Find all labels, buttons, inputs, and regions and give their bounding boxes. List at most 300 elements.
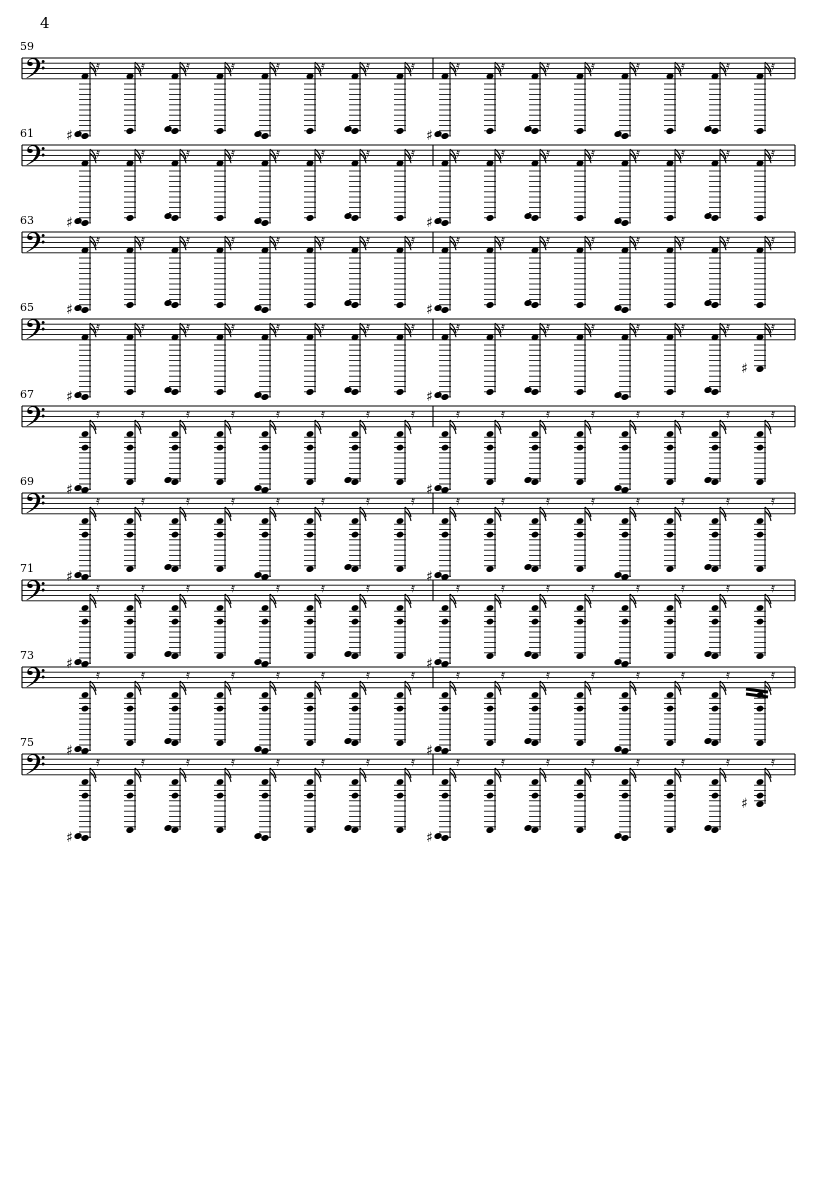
measure-number: 75: [20, 736, 34, 749]
note-head: [306, 531, 315, 539]
sixteenth-rest: 𝄿: [681, 320, 685, 335]
note-group: [484, 755, 505, 834]
sixteenth-rest: 𝄿: [186, 407, 190, 422]
sixteenth-rest: 𝄿: [231, 494, 235, 509]
note-head: [170, 127, 179, 135]
note-head: [260, 393, 269, 401]
note-head: [441, 792, 450, 800]
sixteenth-rest: 𝄿: [726, 146, 730, 161]
note-head: [261, 517, 270, 525]
sharp-accidental: ♯: [66, 656, 73, 672]
sixteenth-rest: 𝄿: [456, 233, 460, 248]
note-head: [756, 517, 765, 525]
sharp-accidental: ♯: [426, 743, 433, 759]
sharp-accidental: ♯: [426, 302, 433, 318]
note-head: [395, 301, 404, 309]
note-head: [575, 301, 584, 309]
note-group: [484, 146, 505, 222]
note-head: [253, 658, 262, 666]
sixteenth-rest: 𝄿: [546, 320, 550, 335]
sixteenth-rest: 𝄿: [276, 407, 280, 422]
sixteenth-rest: 𝄿: [321, 494, 325, 509]
staff-system: [20, 301, 795, 405]
sixteenth-rest: 𝄿: [96, 59, 100, 74]
note-group: [484, 668, 505, 747]
sixteenth-rest: 𝄿: [546, 494, 550, 509]
sixteenth-rest: 𝄿: [231, 233, 235, 248]
note-head: [343, 125, 352, 133]
note-head: [80, 834, 89, 842]
note-group: [703, 146, 730, 222]
note-group: [124, 146, 145, 222]
note-head: [396, 531, 405, 539]
note-group: [304, 59, 325, 135]
sixteenth-rest: 𝄿: [591, 668, 595, 683]
measure-number: 69: [20, 475, 34, 488]
note-head: [576, 778, 585, 786]
sixteenth-rest: 𝄿: [366, 494, 370, 509]
note-head: [306, 517, 315, 525]
note-group: [253, 59, 280, 140]
note-head: [216, 705, 225, 713]
note-head: [351, 618, 360, 626]
note-head: [260, 834, 269, 842]
note-group: [394, 59, 415, 135]
note-head: [80, 393, 89, 401]
note-head: [306, 705, 315, 713]
note-group: [163, 233, 190, 309]
note-head: [80, 132, 89, 140]
sixteenth-rest: 𝄿: [231, 668, 235, 683]
note-head: [261, 618, 270, 626]
note-head: [350, 388, 359, 396]
note-head: [171, 705, 180, 713]
note-head: [485, 127, 494, 135]
sixteenth-rest: 𝄿: [141, 320, 145, 335]
note-group: [574, 494, 595, 573]
sixteenth-rest: 𝄿: [636, 668, 640, 683]
sixteenth-rest: 𝄿: [141, 668, 145, 683]
note-head: [440, 306, 449, 314]
sixteenth-rest: 𝄿: [276, 59, 280, 74]
bass-clef: 𝄢: [24, 227, 46, 267]
note-head: [665, 388, 674, 396]
sixteenth-rest: 𝄿: [501, 233, 505, 248]
sixteenth-rest: 𝄿: [501, 59, 505, 74]
note-group: [703, 668, 730, 747]
note-head: [756, 792, 765, 800]
note-head: [396, 691, 405, 699]
note-head: [576, 531, 585, 539]
note-head: [216, 430, 225, 438]
note-group: [304, 755, 325, 834]
sixteenth-rest: 𝄿: [96, 146, 100, 161]
note-head: [126, 444, 135, 452]
note-group: [214, 59, 235, 135]
note-head: [216, 604, 225, 612]
staff-system: [20, 388, 795, 498]
note-head: [441, 604, 450, 612]
sixteenth-rest: 𝄿: [771, 320, 775, 335]
note-head: [756, 531, 765, 539]
sixteenth-rest: 𝄿: [231, 59, 235, 74]
note-group: [426, 233, 460, 318]
sixteenth-rest: 𝄿: [771, 494, 775, 509]
note-head: [260, 306, 269, 314]
note-head: [703, 125, 712, 133]
note-group: [214, 146, 235, 222]
measure-number: 67: [20, 388, 34, 401]
note-head: [621, 517, 630, 525]
note-group: [253, 146, 280, 227]
note-head: [215, 127, 224, 135]
note-head: [440, 834, 449, 842]
sixteenth-rest: 𝄿: [501, 581, 505, 596]
staff-system: [20, 649, 795, 759]
note-group: [304, 407, 325, 486]
note-group: [523, 407, 550, 486]
sixteenth-rest: 𝄿: [636, 146, 640, 161]
note-head: [756, 778, 765, 786]
note-head: [576, 618, 585, 626]
note-head: [440, 132, 449, 140]
note-group: [66, 146, 100, 231]
note-head: [260, 219, 269, 227]
note-head: [396, 444, 405, 452]
note-head: [396, 618, 405, 626]
note-group: [664, 407, 685, 486]
sixteenth-rest: 𝄿: [636, 407, 640, 422]
note-head: [756, 618, 765, 626]
note-head: [253, 745, 262, 753]
sixteenth-rest: 𝄿: [636, 494, 640, 509]
note-head: [163, 737, 172, 745]
note-head: [530, 388, 539, 396]
note-head: [163, 125, 172, 133]
sharp-accidental: ♯: [426, 215, 433, 231]
note-head: [755, 127, 764, 135]
sixteenth-rest: 𝄿: [366, 59, 370, 74]
note-head: [531, 604, 540, 612]
note-head: [576, 604, 585, 612]
note-head: [703, 563, 712, 571]
note-head: [305, 301, 314, 309]
sixteenth-rest: 𝄿: [231, 581, 235, 596]
note-head: [73, 745, 82, 753]
note-head: [396, 705, 405, 713]
sixteenth-rest: 𝄿: [771, 59, 775, 74]
sixteenth-rest: 𝄿: [771, 233, 775, 248]
note-group: [214, 233, 235, 309]
note-head: [756, 430, 765, 438]
sixteenth-rest: 𝄿: [591, 59, 595, 74]
note-head: [81, 604, 90, 612]
sixteenth-rest: 𝄿: [771, 407, 775, 422]
note-head: [531, 618, 540, 626]
sixteenth-rest: 𝄿: [96, 320, 100, 335]
measure-number: 59: [20, 40, 34, 53]
note-head: [756, 444, 765, 452]
note-group: [214, 494, 235, 573]
sixteenth-rest: 𝄿: [366, 668, 370, 683]
note-head: [440, 219, 449, 227]
note-group: [741, 320, 775, 377]
note-head: [80, 306, 89, 314]
note-head: [125, 301, 134, 309]
note-head: [621, 618, 630, 626]
note-group: [343, 146, 370, 222]
note-group: [163, 320, 190, 396]
note-group: [394, 755, 415, 834]
note-group: [703, 581, 730, 660]
note-group: [163, 668, 190, 747]
sharp-accidental: ♯: [66, 482, 73, 498]
note-head: [396, 517, 405, 525]
note-group: [613, 581, 640, 668]
sharp-accidental: ♯: [426, 389, 433, 405]
note-head: [703, 650, 712, 658]
sixteenth-rest: 𝄿: [501, 755, 505, 770]
note-group: [574, 59, 595, 135]
note-group: [664, 233, 685, 309]
sixteenth-rest: 𝄿: [141, 494, 145, 509]
note-group: [394, 581, 415, 660]
sixteenth-rest: 𝄿: [681, 668, 685, 683]
note-head: [703, 386, 712, 394]
note-group: [124, 494, 145, 573]
note-group: [484, 233, 505, 309]
note-group: [523, 320, 550, 396]
sixteenth-rest: 𝄿: [186, 233, 190, 248]
note-group: [574, 320, 595, 396]
note-head: [755, 214, 764, 222]
note-group: [523, 755, 550, 834]
note-head: [666, 531, 675, 539]
note-group: [754, 233, 775, 309]
note-group: [754, 146, 775, 222]
note-group: [66, 668, 100, 759]
note-head: [171, 444, 180, 452]
sixteenth-rest: 𝄿: [636, 59, 640, 74]
note-group: [754, 59, 775, 135]
note-head: [261, 444, 270, 452]
note-head: [305, 127, 314, 135]
note-head: [666, 705, 675, 713]
sixteenth-rest: 𝄿: [141, 59, 145, 74]
note-group: [343, 59, 370, 135]
note-head: [261, 705, 270, 713]
note-head: [351, 792, 360, 800]
note-group: [613, 755, 640, 842]
note-head: [441, 444, 450, 452]
note-group: [304, 146, 325, 222]
note-head: [530, 214, 539, 222]
note-group: [214, 581, 235, 660]
note-group: [343, 233, 370, 309]
note-group: [124, 59, 145, 135]
note-group: [394, 233, 415, 309]
sixteenth-rest: 𝄿: [411, 59, 415, 74]
note-head: [163, 563, 172, 571]
sixteenth-rest: 𝄿: [636, 755, 640, 770]
note-head: [261, 691, 270, 699]
sixteenth-rest: 𝄿: [186, 581, 190, 596]
note-group: [253, 320, 280, 401]
sixteenth-rest: 𝄿: [96, 233, 100, 248]
note-group: [484, 59, 505, 135]
note-head: [575, 214, 584, 222]
note-head: [620, 219, 629, 227]
note-group: [66, 755, 100, 846]
note-head: [441, 531, 450, 539]
note-head: [126, 618, 135, 626]
note-group: [574, 581, 595, 660]
sixteenth-rest: 𝄿: [321, 755, 325, 770]
sharp-accidental: ♯: [741, 361, 748, 377]
note-group: [394, 494, 415, 573]
note-head: [81, 531, 90, 539]
sixteenth-rest: 𝄿: [276, 494, 280, 509]
note-head: [261, 531, 270, 539]
note-head: [441, 517, 450, 525]
note-group: [343, 581, 370, 660]
sharp-accidental: ♯: [66, 128, 73, 144]
note-head: [666, 517, 675, 525]
note-group: [523, 146, 550, 222]
note-head: [486, 792, 495, 800]
note-head: [703, 476, 712, 484]
note-head: [163, 299, 172, 307]
sixteenth-rest: 𝄿: [411, 146, 415, 161]
note-head: [486, 691, 495, 699]
sixteenth-rest: 𝄿: [276, 233, 280, 248]
note-head: [486, 705, 495, 713]
note-head: [73, 832, 82, 840]
note-head: [441, 778, 450, 786]
note-head: [433, 745, 442, 753]
note-head: [621, 531, 630, 539]
staff-system: [20, 40, 795, 144]
sixteenth-rest: 𝄿: [771, 581, 775, 596]
bass-clef: 𝄢: [24, 314, 46, 354]
note-head: [343, 212, 352, 220]
note-head: [621, 705, 630, 713]
note-head: [710, 388, 719, 396]
note-head: [621, 430, 630, 438]
note-group: [613, 233, 640, 314]
sixteenth-rest: 𝄿: [681, 59, 685, 74]
sharp-accidental: ♯: [426, 482, 433, 498]
note-head: [81, 778, 90, 786]
note-head: [756, 604, 765, 612]
note-head: [351, 705, 360, 713]
sixteenth-rest: 𝄿: [366, 320, 370, 335]
sixteenth-rest: 𝄿: [96, 755, 100, 770]
note-group: [253, 755, 280, 842]
note-head: [125, 388, 134, 396]
note-head: [433, 658, 442, 666]
note-head: [576, 705, 585, 713]
note-group: [343, 755, 370, 834]
sixteenth-rest: 𝄿: [546, 59, 550, 74]
note-head: [576, 792, 585, 800]
note-head: [170, 301, 179, 309]
note-head: [126, 531, 135, 539]
note-head: [395, 127, 404, 135]
sixteenth-rest: 𝄿: [96, 581, 100, 596]
note-group: [741, 755, 775, 812]
note-head: [703, 299, 712, 307]
note-head: [711, 517, 720, 525]
sixteenth-rest: 𝄿: [501, 407, 505, 422]
sixteenth-rest: 𝄿: [411, 407, 415, 422]
note-head: [306, 618, 315, 626]
sixteenth-rest: 𝄿: [366, 581, 370, 596]
note-group: [426, 146, 460, 231]
note-group: [664, 581, 685, 660]
sixteenth-rest: 𝄿: [96, 407, 100, 422]
note-head: [396, 430, 405, 438]
note-head: [575, 388, 584, 396]
note-group: [484, 407, 505, 486]
sixteenth-rest: 𝄿: [546, 581, 550, 596]
note-group: [214, 668, 235, 747]
bass-clef: 𝄢: [24, 401, 46, 441]
measure-number: 61: [20, 127, 34, 140]
sixteenth-rest: 𝄿: [141, 581, 145, 596]
note-head: [306, 444, 315, 452]
note-head: [350, 301, 359, 309]
note-head: [531, 691, 540, 699]
note-group: [66, 233, 100, 318]
sixteenth-rest: 𝄿: [771, 668, 775, 683]
sixteenth-rest: 𝄿: [141, 755, 145, 770]
note-head: [703, 212, 712, 220]
sixteenth-rest: 𝄿: [501, 146, 505, 161]
note-head: [531, 444, 540, 452]
note-group: [426, 59, 460, 144]
note-group: [703, 755, 730, 834]
sixteenth-rest: 𝄿: [411, 668, 415, 683]
note-head: [170, 388, 179, 396]
note-group: [66, 320, 100, 405]
note-group: [613, 668, 640, 755]
note-group: [703, 233, 730, 309]
note-group: [214, 320, 235, 396]
sixteenth-rest: 𝄿: [546, 233, 550, 248]
sharp-accidental: ♯: [66, 389, 73, 405]
note-group: [613, 59, 640, 140]
note-group: [664, 59, 685, 135]
note-group: [426, 755, 460, 846]
note-head: [351, 430, 360, 438]
note-head: [523, 650, 532, 658]
note-head: [711, 604, 720, 612]
note-group: [214, 755, 235, 834]
measure-number: 63: [20, 214, 34, 227]
sixteenth-rest: 𝄿: [366, 146, 370, 161]
note-group: [394, 320, 415, 396]
note-group: [426, 668, 460, 759]
sharp-accidental: ♯: [66, 215, 73, 231]
note-group: [304, 668, 325, 747]
note-head: [485, 301, 494, 309]
note-group: [664, 320, 685, 396]
note-group: [124, 407, 145, 486]
sixteenth-rest: 𝄿: [636, 581, 640, 596]
note-head: [163, 476, 172, 484]
note-group: [163, 755, 190, 834]
